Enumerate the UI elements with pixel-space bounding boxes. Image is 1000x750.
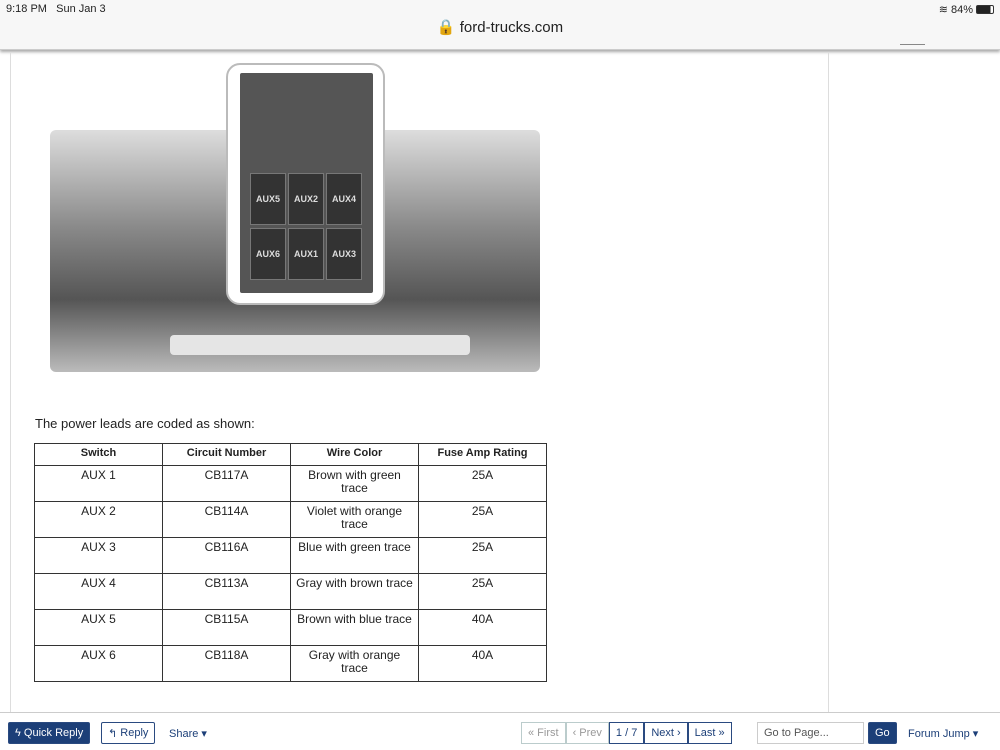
lock-icon: 🔒 [436,19,456,36]
address-bar[interactable]: 🔒 ford-trucks.com [436,19,564,36]
power-leads-table [34,443,547,682]
table-cell: Gray with orange trace [291,646,419,682]
battery-status: ≋ 84% [939,3,994,16]
table-cell: Brown with blue trace [291,610,419,646]
table-row [35,502,547,538]
aux-label: AUX5 [250,173,286,225]
table-row [35,538,547,574]
table-cell: 25A [419,502,547,538]
table-cell: AUX 5 [35,610,163,646]
header-cell: Wire Color [291,444,419,466]
table-cell: AUX 1 [35,466,163,502]
lead-text: The power leads are coded as shown: [35,416,255,431]
table-cell: CB114A [163,502,291,538]
table-cell: Violet with orange trace [291,502,419,538]
reply-button[interactable]: ↰ Reply [101,722,155,744]
quick-reply-button[interactable]: ϟ Quick Reply [8,722,90,744]
pagination [521,722,732,744]
go-button[interactable]: Go [868,722,897,744]
header-cell: Circuit Number [163,444,291,466]
last-page-button[interactable]: Last » [688,722,732,744]
header-cell: Fuse Amp Rating [419,444,547,466]
aux-label: AUX4 [326,173,362,225]
next-page-button[interactable]: Next › [644,722,687,744]
fuse-panel-inset [226,63,385,305]
share-dropdown[interactable]: Share ▾ [169,728,207,740]
header-cell: Switch [35,444,163,466]
browser-status-bar [0,0,1000,50]
tab-indicator [900,44,925,45]
forum-jump-dropdown[interactable]: Forum Jump ▾ [908,728,979,740]
first-page-button[interactable]: « First [521,722,566,744]
table-cell: AUX 6 [35,646,163,682]
table-cell: AUX 3 [35,538,163,574]
table-cell: Brown with green trace [291,466,419,502]
table-cell: CB116A [163,538,291,574]
aux-label: AUX1 [288,228,324,280]
aux-label: AUX6 [250,228,286,280]
table-cell: 25A [419,538,547,574]
table-cell: CB113A [163,574,291,610]
table-row [35,646,547,682]
wifi-icon: ≋ [938,4,948,16]
page-indicator[interactable]: 1 / 7 [609,722,644,744]
table-cell: Blue with green trace [291,538,419,574]
table-cell: CB117A [163,466,291,502]
aux-label: AUX3 [326,228,362,280]
table-cell: AUX 4 [35,574,163,610]
reply-icon: ↰ [108,727,121,740]
prev-page-button[interactable]: ‹ Prev [566,722,609,744]
clock: 9:18 PM Sun Jan 3 [6,3,106,15]
table-cell: Gray with brown trace [291,574,419,610]
table-cell: AUX 2 [35,502,163,538]
table-cell: 40A [419,646,547,682]
footer-toolbar [0,712,1000,750]
table-row [35,574,547,610]
bolt-icon: ϟ [15,727,24,739]
table-cell: CB115A [163,610,291,646]
table-cell: 25A [419,574,547,610]
table-cell: 40A [419,610,547,646]
table-row [35,466,547,502]
aux-label: AUX2 [288,173,324,225]
table-row [35,610,547,646]
table-cell: CB118A [163,646,291,682]
go-to-page-input[interactable]: Go to Page... [757,722,864,744]
table-header [35,444,547,466]
table-cell: 25A [419,466,547,502]
battery-icon [976,5,994,14]
